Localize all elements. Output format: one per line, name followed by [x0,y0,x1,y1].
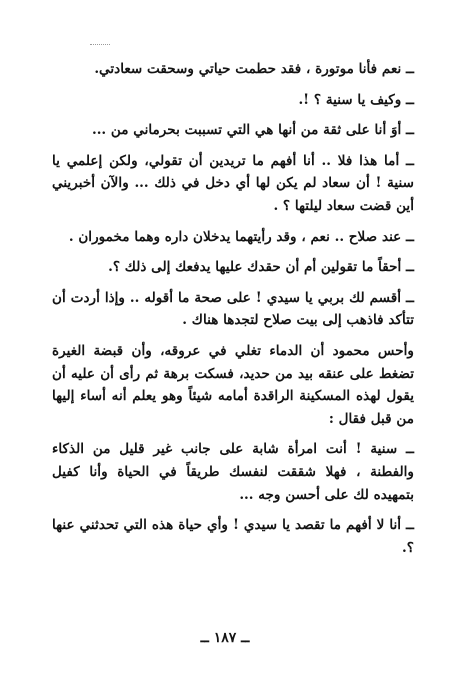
page-number: ــ ١٨٧ ــ [200,630,250,646]
paragraph: ــ أقسم لك بربي يا سيدي ! على صحة ما أقوله .. وإذا أردت أن تتأكد فاذهب إلى بيت صلاح لتجدها هناك . [52,289,414,329]
paragraph: ــ عند صلاح .. نعم ، وقد رأيتهما يدخلان داره وهما مخموران . [68,228,414,245]
paragraph: ــ أنا لا أفهم ما تقصد يا سيدي ! وأي حياة هذه التي تحدثني عنها ؟. [52,517,414,556]
paragraph: ــ سنية ! أنت امرأة شابة على جانب غير قليل من الذكاء والفطنة ، فهلا شققت لنفسك طريقاً في الحياة وأنا كفيل بتمهيده لك على أحسن وجه ... [52,441,414,503]
paragraph: ــ أما هذا فلا .. أنا أفهم ما تريدين أن تقولي، ولكن إعلمي يا سنية ! أن سعاد لم يكن لها أي دخل في ذلك ... والآن أخبريني أين قضت سعاد ليلتها ؟ . [52,152,414,214]
paragraph: ــ وكيف يا سنية ؟ !. [298,91,414,108]
paragraph: وأحس محمود أن الدماء تغلي في عروقه، وأن قبضة الغيرة تضغط على عنقه بيد من حديد، فسكت برهة ثم رأى أن عليه أن يقول لهذه المسكينة الراقدة أمامه شيئاً وهو يعلم أنه أساء إليها من قبل فقال : [52,342,414,427]
paragraph: ــ أحقاً ما تقولين أم أن حقدك عليها يدفعك إلى ذلك ؟. [108,259,414,276]
paragraph: ــ أوَ أنا على ثقة من أنها هي التي تسببت بحرماني من ... [91,122,414,139]
body-text [52,58,414,565]
paragraph: ــ نعم فأنا موتورة ، فقد حطمت حياتي وسحقت سعادتي. [94,61,414,77]
ink-speck [90,44,110,47]
